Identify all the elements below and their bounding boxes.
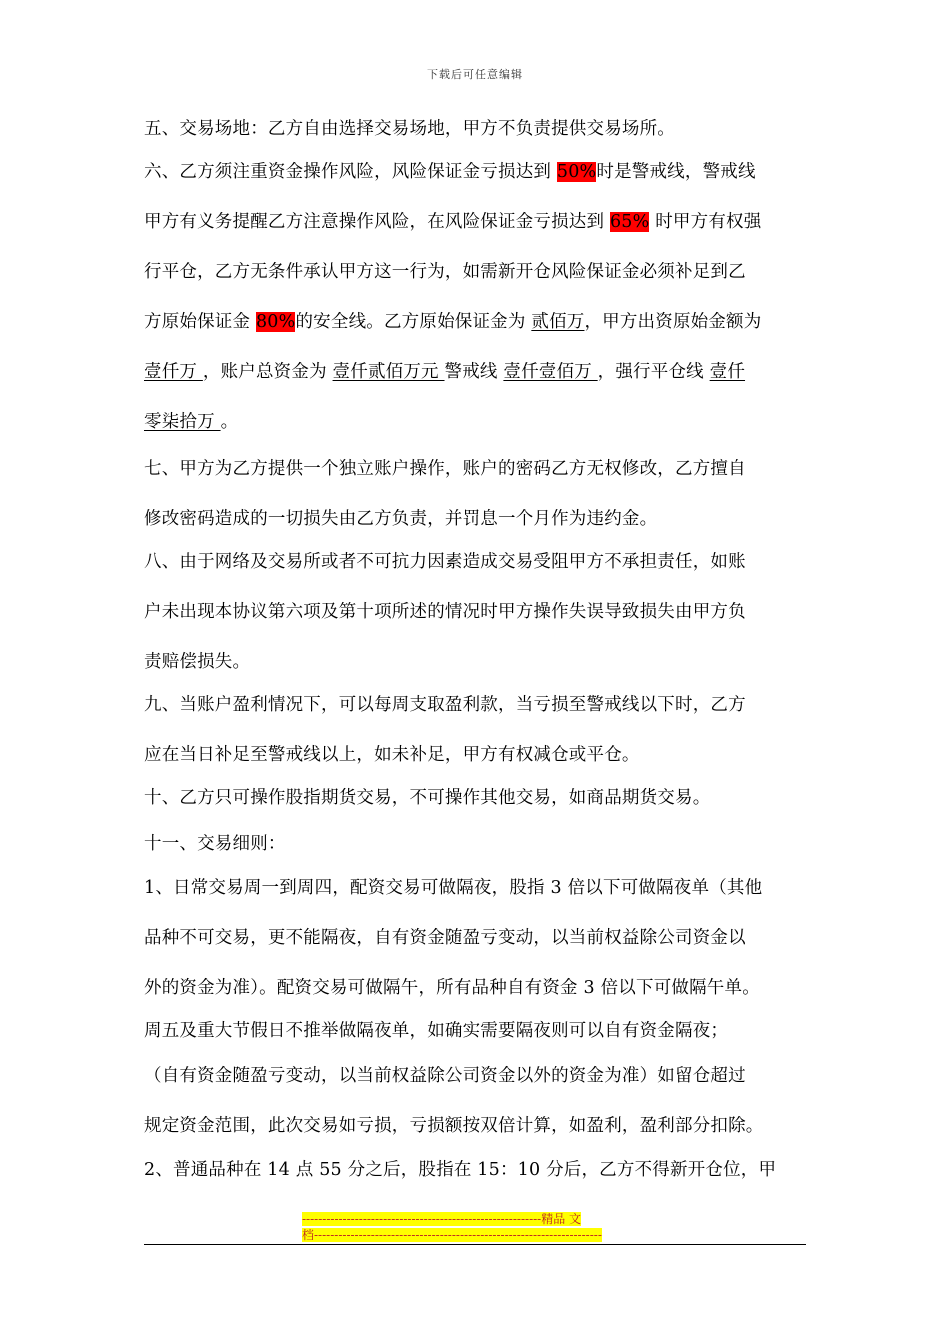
clause-6-line-1 <box>144 157 806 187</box>
clause-11-1-line-4: 周五及重大节假日不推举做隔夜单，如确实需要隔夜则可以自有资金隔夜； <box>144 1021 729 1041</box>
clause-6-line-5 <box>144 357 806 387</box>
amount-liquidation-cont: 零柒拾万 <box>144 412 221 432</box>
footer-text: 档----------------------------------------------------------------------- <box>302 1228 602 1242</box>
text: 甲方有义务提醒乙方注意操作风险，在风险保证金亏损达到 <box>144 212 610 232</box>
clause-11-1-line-1: 1、日常交易周一到周四，配资交易可做隔夜，股指 3 倍以下可做隔夜单（其他 <box>144 878 763 898</box>
text: 的安全线。乙方原始保证金为 <box>295 312 532 332</box>
clause-11-1-line-5: （自有资金随盈亏变动，以当前权益除公司资金以外的资金为准）如留仓超过 <box>144 1066 746 1086</box>
highlight-50: 50% <box>556 162 597 182</box>
text: 。 <box>220 412 239 432</box>
highlight-65: 65% <box>609 212 650 232</box>
amount-funder: 壹仟万 <box>144 362 203 382</box>
amount-liquidation: 壹仟 <box>709 362 746 382</box>
amount-warning: 壹仟壹佰万 <box>503 362 598 382</box>
clause-11-title: 十一、交易细则： <box>144 834 286 854</box>
clause-11-1-line-2: 品种不可交易，更不能隔夜，自有资金随盈亏变动，以当前权益除公司资金以 <box>144 928 746 948</box>
clause-8-line-2: 户未出现本协议第六项及第十项所述的情况时甲方操作失误导致损失由甲方负 <box>144 602 746 622</box>
clause-9-line-2: 应在当日补足至警戒线以上，如未补足，甲方有权减仓或平仓。 <box>144 745 640 765</box>
clause-6-line-6 <box>144 407 806 437</box>
footer-divider <box>144 1244 806 1245</box>
text: 时甲方有权强 <box>649 212 762 232</box>
footer-mark-line-1 <box>302 1212 647 1227</box>
clause-6-line-3: 行平仓，乙方无条件承认甲方这一行为，如需新开仓风险保证金必须补足到乙 <box>144 262 746 282</box>
text: ，甲方出资原始金额为 <box>584 312 762 332</box>
text: 方原始保证金 <box>144 312 256 332</box>
clause-6-line-2 <box>144 207 806 237</box>
clause-6-line-4 <box>144 307 806 337</box>
highlight-80: 80% <box>255 312 296 332</box>
clause-11-2-line-1: 2、普通品种在 14 点 55 分之后，股指在 15：10 分后，乙方不得新开仓位，甲 <box>144 1160 777 1180</box>
clause-5: 五、交易场地：乙方自由选择交易场地，甲方不负责提供交易场所。 <box>144 119 675 139</box>
page-header: 下载后可任意编辑 <box>427 68 523 81</box>
clause-11-1-line-6: 规定资金范围，此次交易如亏损，亏损额按双倍计算，如盈利，盈利部分扣除。 <box>144 1116 764 1136</box>
amount-total: 壹仟贰佰万元 <box>332 362 445 382</box>
clause-8-line-1: 八、由于网络及交易所或者不可抗力因素造成交易受阻甲方不承担责任，如账 <box>144 552 746 572</box>
clause-10: 十、乙方只可操作股指期货交易，不可操作其他交易，如商品期货交易。 <box>144 788 711 808</box>
footer-text: -----------------------------------------------------------精品 文 <box>302 1212 582 1226</box>
clause-8-line-3: 责赔偿损失。 <box>144 652 251 672</box>
footer-mark-line-2 <box>302 1228 647 1243</box>
text: 警戒线 <box>444 362 504 382</box>
text: 时是警戒线，警戒线 <box>596 162 756 182</box>
clause-7-line-1: 七、甲方为乙方提供一个独立账户操作，账户的密码乙方无权修改，乙方擅自 <box>144 459 746 479</box>
amount-original-margin: 贰佰万 <box>531 312 585 332</box>
text: 六、乙方须注重资金操作风险，风险保证金亏损达到 <box>144 162 557 182</box>
clause-11-1-line-3: 外的资金为准）。配资交易可做隔午，所有品种自有资金 3 倍以下可做隔午单。 <box>144 978 760 998</box>
text: ，强行平仓线 <box>597 362 710 382</box>
clause-9-line-1: 九、当账户盈利情况下，可以每周支取盈利款，当亏损至警戒线以下时，乙方 <box>144 695 746 715</box>
text: ，账户总资金为 <box>202 362 333 382</box>
clause-7-line-2: 修改密码造成的一切损失由乙方负责，并罚息一个月作为违约金。 <box>144 509 658 529</box>
